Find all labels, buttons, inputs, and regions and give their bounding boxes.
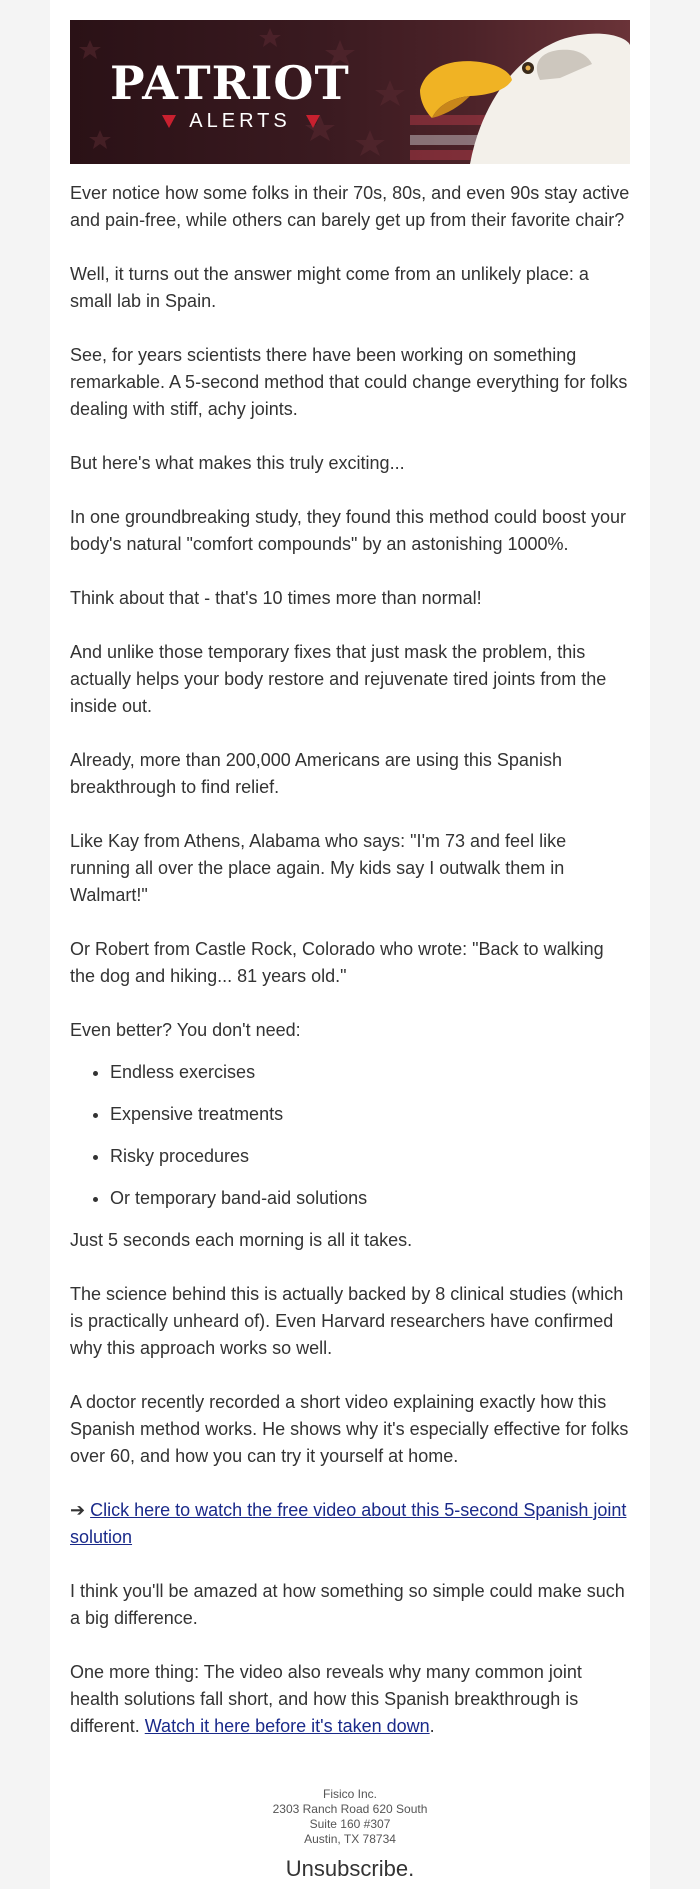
list-item: • Endless exercises bbox=[110, 1059, 630, 1086]
body-paragraph: But here's what makes this truly exciting... bbox=[70, 453, 405, 473]
final-period: . bbox=[429, 1716, 435, 1736]
watch-video-link[interactable]: Click here to watch the free video about this 5-second Spanish joint solution bbox=[70, 1500, 627, 1547]
body-paragraph: Well, it turns out the answer might come from an unlikely place: a small lab in Spain. bbox=[70, 264, 589, 311]
body-paragraph: The science behind this is actually backed by 8 clinical studies (which is practically unheard of). Even Harvard researchers have confirmed why this approach works so well. bbox=[70, 1284, 624, 1358]
unsubscribe-link[interactable]: Unsubscribe. bbox=[285, 1856, 415, 1881]
list-item: • Expensive treatments bbox=[110, 1101, 630, 1128]
body-paragraph: A doctor recently recorded a short video explaining exactly how this Spanish method works. He shows why it's especially effective for folks over 60, and how you can try it yourself at home. bbox=[70, 1392, 629, 1466]
body-paragraph: Just 5 seconds each morning is all it takes. bbox=[70, 1230, 413, 1250]
body-paragraph: Already, more than 200,000 Americans are using this Spanish breakthrough to find relief. bbox=[70, 750, 562, 797]
body-paragraph: Ever notice how some folks in their 70s, 80s, and even 90s stay active and pain-free, while others can barely get up from their favorite chair? bbox=[70, 183, 630, 230]
email-card bbox=[50, 0, 650, 1889]
list-item: • Risky procedures bbox=[110, 1143, 630, 1170]
email-body bbox=[70, 180, 630, 1767]
testimonial-paragraph: Like Kay from Athens, Alabama who says: "I'm 73 and feel like running all over the place again. My kids say I outwalk them in Walmart!" bbox=[70, 831, 567, 905]
body-paragraph: Even better? You don't need: bbox=[70, 1020, 301, 1040]
arrow-right-icon: ➔ bbox=[70, 1500, 86, 1520]
header-banner bbox=[70, 20, 630, 164]
body-paragraph: In one groundbreaking study, they found this method could boost your body's natural "comfort compounds" by an astonishing 1000%. bbox=[70, 507, 627, 554]
watch-before-taken-down-link[interactable]: Watch it here before it's taken down bbox=[144, 1716, 430, 1736]
brand-title: PATRIOT bbox=[110, 56, 350, 110]
company-name: Fisico Inc. bbox=[322, 1787, 377, 1801]
testimonial-paragraph: Or Robert from Castle Rock, Colorado who wrote: "Back to walking the dog and hiking... 81 years old." bbox=[70, 939, 604, 986]
address-line: Suite 160 #307 bbox=[309, 1817, 391, 1831]
address-line: 2303 Ranch Road 620 South bbox=[272, 1802, 428, 1816]
list-item: • Or temporary band-aid solutions bbox=[110, 1185, 630, 1212]
brand-accent-right-icon bbox=[306, 115, 320, 128]
brand-subtitle: ALERTS bbox=[189, 110, 291, 132]
cta-paragraph bbox=[70, 1497, 630, 1551]
body-paragraph: And unlike those temporary fixes that just mask the problem, this actually helps your body restore and rejuvenate tired joints from the inside out. bbox=[70, 642, 607, 716]
body-paragraph: I think you'll be amazed at how something so simple could make such a big difference. bbox=[70, 1581, 625, 1628]
benefits-list bbox=[70, 1059, 630, 1212]
final-paragraph-text: One more thing: The video also reveals why many common joint health solutions fall short, and how this Spanish breakthrough is different. bbox=[70, 1662, 582, 1736]
body-paragraph: See, for years scientists there have been working on something remarkable. A 5-second method that could change everything for folks dealing with stiff, achy joints. bbox=[70, 345, 628, 419]
eagle-icon bbox=[410, 20, 630, 164]
address-line: Austin, TX 78734 bbox=[304, 1832, 396, 1846]
final-paragraph bbox=[70, 1659, 630, 1740]
footer-address bbox=[50, 1787, 650, 1847]
body-paragraph: Think about that - that's 10 times more than normal! bbox=[70, 588, 482, 608]
